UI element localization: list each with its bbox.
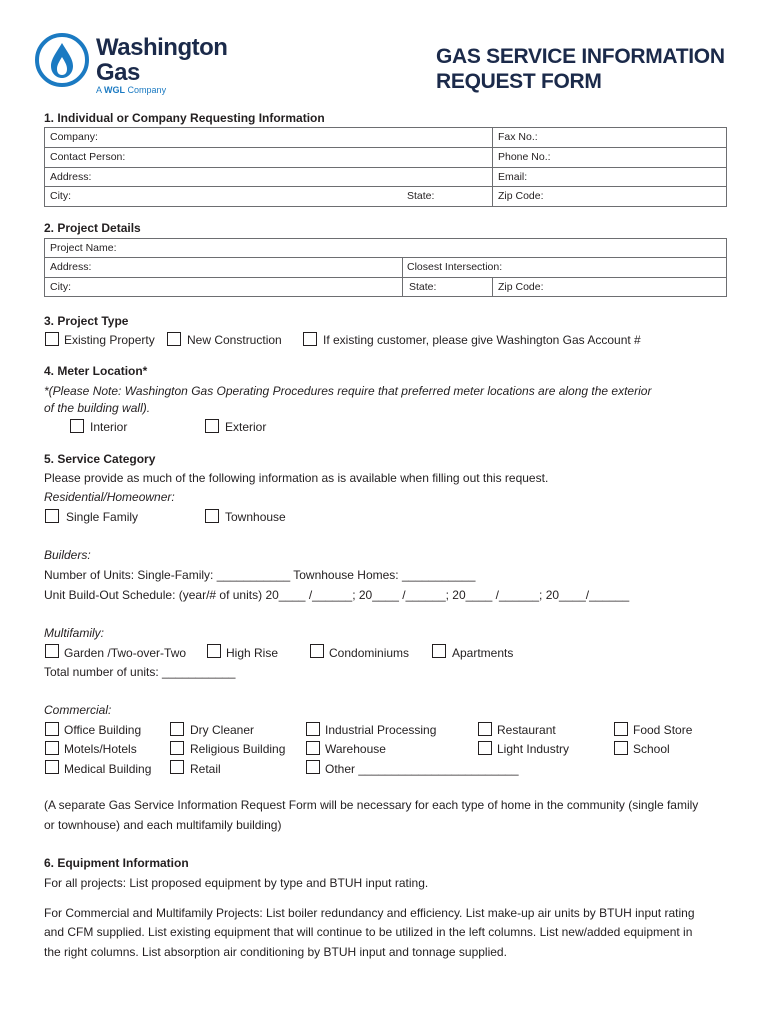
single-family-label: Single Family: [66, 510, 139, 524]
existing-property-label: Existing Property: [64, 333, 155, 347]
project-address-field[interactable]: Address:: [50, 261, 92, 273]
divider: [492, 278, 493, 297]
requester-row-address: [45, 168, 726, 187]
state-field[interactable]: State:: [407, 190, 435, 202]
requester-row-city: [45, 187, 726, 207]
company-field[interactable]: Company:: [50, 131, 98, 143]
meter-note-line2: of the building wall).: [44, 401, 151, 415]
divider: [402, 258, 403, 277]
form-title: [436, 44, 736, 94]
townhouse-checkbox[interactable]: [205, 509, 219, 523]
industrial-processing-label: Industrial Processing: [325, 723, 437, 737]
project-row-city: [45, 278, 726, 297]
apartments-checkbox[interactable]: [432, 644, 446, 658]
other-checkbox[interactable]: [306, 760, 320, 774]
project-city-field[interactable]: City:: [50, 281, 71, 293]
light-industry-label: Light Industry: [497, 742, 570, 756]
equipment-para-line3: the right columns. List absorption air conditioning by BTUH input and tonnage supplied.: [44, 945, 507, 959]
divider: [492, 128, 493, 147]
project-row-name: [45, 239, 726, 258]
condominiums-checkbox[interactable]: [310, 644, 324, 658]
food-store-label: Food Store: [633, 723, 693, 737]
exterior-label: Exterior: [225, 420, 267, 434]
section1-heading: 1. Individual or Company Requesting Information: [44, 111, 325, 125]
multifamily-label: Multifamily:: [44, 626, 105, 640]
total-units-line[interactable]: Total number of units: ___________: [44, 665, 236, 679]
section4-heading: 4. Meter Location*: [44, 364, 148, 378]
new-construction-checkbox[interactable]: [167, 332, 181, 346]
residential-label: Residential/Homeowner:: [44, 490, 175, 504]
divider: [492, 168, 493, 186]
equipment-line1: For all projects: List proposed equipment by type and BTUH input rating.: [44, 876, 429, 890]
food-store-checkbox[interactable]: [614, 722, 628, 736]
washington-gas-flame-logo-icon: [34, 32, 90, 88]
divider: [402, 278, 403, 297]
garden-label: Garden /Two-over-Two: [64, 646, 187, 660]
zip-field[interactable]: Zip Code:: [498, 190, 544, 202]
build-out-schedule-line[interactable]: Unit Build-Out Schedule: (year/# of units) 20____ /______; 20____ /______; 20____ /______; 20____/______: [44, 588, 630, 602]
requester-info-table: [44, 127, 727, 207]
new-construction-label: New Construction: [187, 333, 282, 347]
motels-hotels-label: Motels/Hotels: [64, 742, 137, 756]
school-label: School: [633, 742, 670, 756]
restaurant-checkbox[interactable]: [478, 722, 492, 736]
divider: [492, 187, 493, 207]
apartments-label: Apartments: [452, 646, 514, 660]
existing-customer-checkbox[interactable]: [303, 332, 317, 346]
project-row-address: [45, 258, 726, 278]
equipment-para-line1: For Commercial and Multifamily Projects: List boiler redundancy and efficiency. List make-up air units by BTUH input rating: [44, 906, 695, 920]
requester-row-contact: [45, 148, 726, 168]
divider: [492, 148, 493, 167]
section3-heading: 3. Project Type: [44, 314, 129, 328]
brand-name-line2: Gas: [96, 59, 140, 86]
service-category-intro: Please provide as much of the following information as is available when filling out this request.: [44, 471, 549, 485]
medical-building-checkbox[interactable]: [45, 760, 59, 774]
city-field[interactable]: City:: [50, 190, 71, 202]
tagline-prefix: A: [96, 85, 102, 95]
office-building-label: Office Building: [64, 723, 142, 737]
restaurant-label: Restaurant: [497, 723, 556, 737]
interior-checkbox[interactable]: [70, 419, 84, 433]
project-state-field[interactable]: State:: [409, 281, 437, 293]
exterior-checkbox[interactable]: [205, 419, 219, 433]
light-industry-checkbox[interactable]: [478, 741, 492, 755]
section2-heading: 2. Project Details: [44, 221, 141, 235]
email-field[interactable]: Email:: [498, 171, 528, 183]
project-zip-field[interactable]: Zip Code:: [498, 281, 544, 293]
number-of-units-line[interactable]: Number of Units: Single-Family: ___________ Townhouse Homes: ___________: [44, 568, 476, 582]
interior-label: Interior: [90, 420, 128, 434]
garden-checkbox[interactable]: [45, 644, 59, 658]
equipment-para-line2: and CFM supplied. List existing equipment that will continue to be utilized in the left columns. List new/added equipment in: [44, 925, 693, 939]
retail-checkbox[interactable]: [170, 760, 184, 774]
section5-heading: 5. Service Category: [44, 452, 156, 466]
condominiums-label: Condominiums: [329, 646, 410, 660]
brand-tagline: [96, 85, 166, 95]
form-title-line1: GAS SERVICE INFORMATION: [436, 45, 725, 68]
fax-field[interactable]: Fax No.:: [498, 131, 538, 143]
contact-person-field[interactable]: Contact Person:: [50, 151, 126, 163]
school-checkbox[interactable]: [614, 741, 628, 755]
commercial-label: Commercial:: [44, 703, 112, 717]
medical-building-label: Medical Building: [64, 762, 152, 776]
single-family-checkbox[interactable]: [45, 509, 59, 523]
existing-property-checkbox[interactable]: [45, 332, 59, 346]
project-details-table: [44, 238, 727, 297]
industrial-processing-checkbox[interactable]: [306, 722, 320, 736]
separate-form-note-line2: or townhouse) and each multifamily building): [44, 818, 282, 832]
tagline-suffix: Company: [127, 85, 167, 95]
phone-field[interactable]: Phone No.:: [498, 151, 551, 163]
tagline-company: WGL: [104, 85, 126, 95]
religious-building-checkbox[interactable]: [170, 741, 184, 755]
closest-intersection-field[interactable]: Closest Intersection:: [407, 261, 503, 273]
section6-heading: 6. Equipment Information: [44, 856, 189, 870]
office-building-checkbox[interactable]: [45, 722, 59, 736]
separate-form-note-line1: (A separate Gas Service Information Request Form will be necessary for each type of home in the community (single family: [44, 798, 699, 812]
account-number-label: If existing customer, please give Washington Gas Account #: [323, 333, 641, 347]
dry-cleaner-checkbox[interactable]: [170, 722, 184, 736]
high-rise-label: High Rise: [226, 646, 279, 660]
warehouse-label: Warehouse: [325, 742, 386, 756]
brand-name-line1: Washington: [96, 34, 228, 61]
dry-cleaner-label: Dry Cleaner: [190, 723, 255, 737]
high-rise-checkbox[interactable]: [207, 644, 221, 658]
address-field[interactable]: Address:: [50, 171, 92, 183]
religious-building-label: Religious Building: [190, 742, 286, 756]
motels-hotels-checkbox[interactable]: [45, 741, 59, 755]
builders-label: Builders:: [44, 548, 91, 562]
townhouse-label: Townhouse: [225, 510, 286, 524]
requester-row-company: [45, 128, 726, 148]
project-name-field[interactable]: Project Name:: [50, 242, 117, 254]
form-title-line2: REQUEST FORM: [436, 70, 602, 93]
retail-label: Retail: [190, 762, 221, 776]
meter-note-line1: *(Please Note: Washington Gas Operating Procedures require that preferred meter locations are along the exterior: [44, 384, 652, 398]
warehouse-checkbox[interactable]: [306, 741, 320, 755]
other-label[interactable]: Other ________________________: [325, 762, 519, 776]
